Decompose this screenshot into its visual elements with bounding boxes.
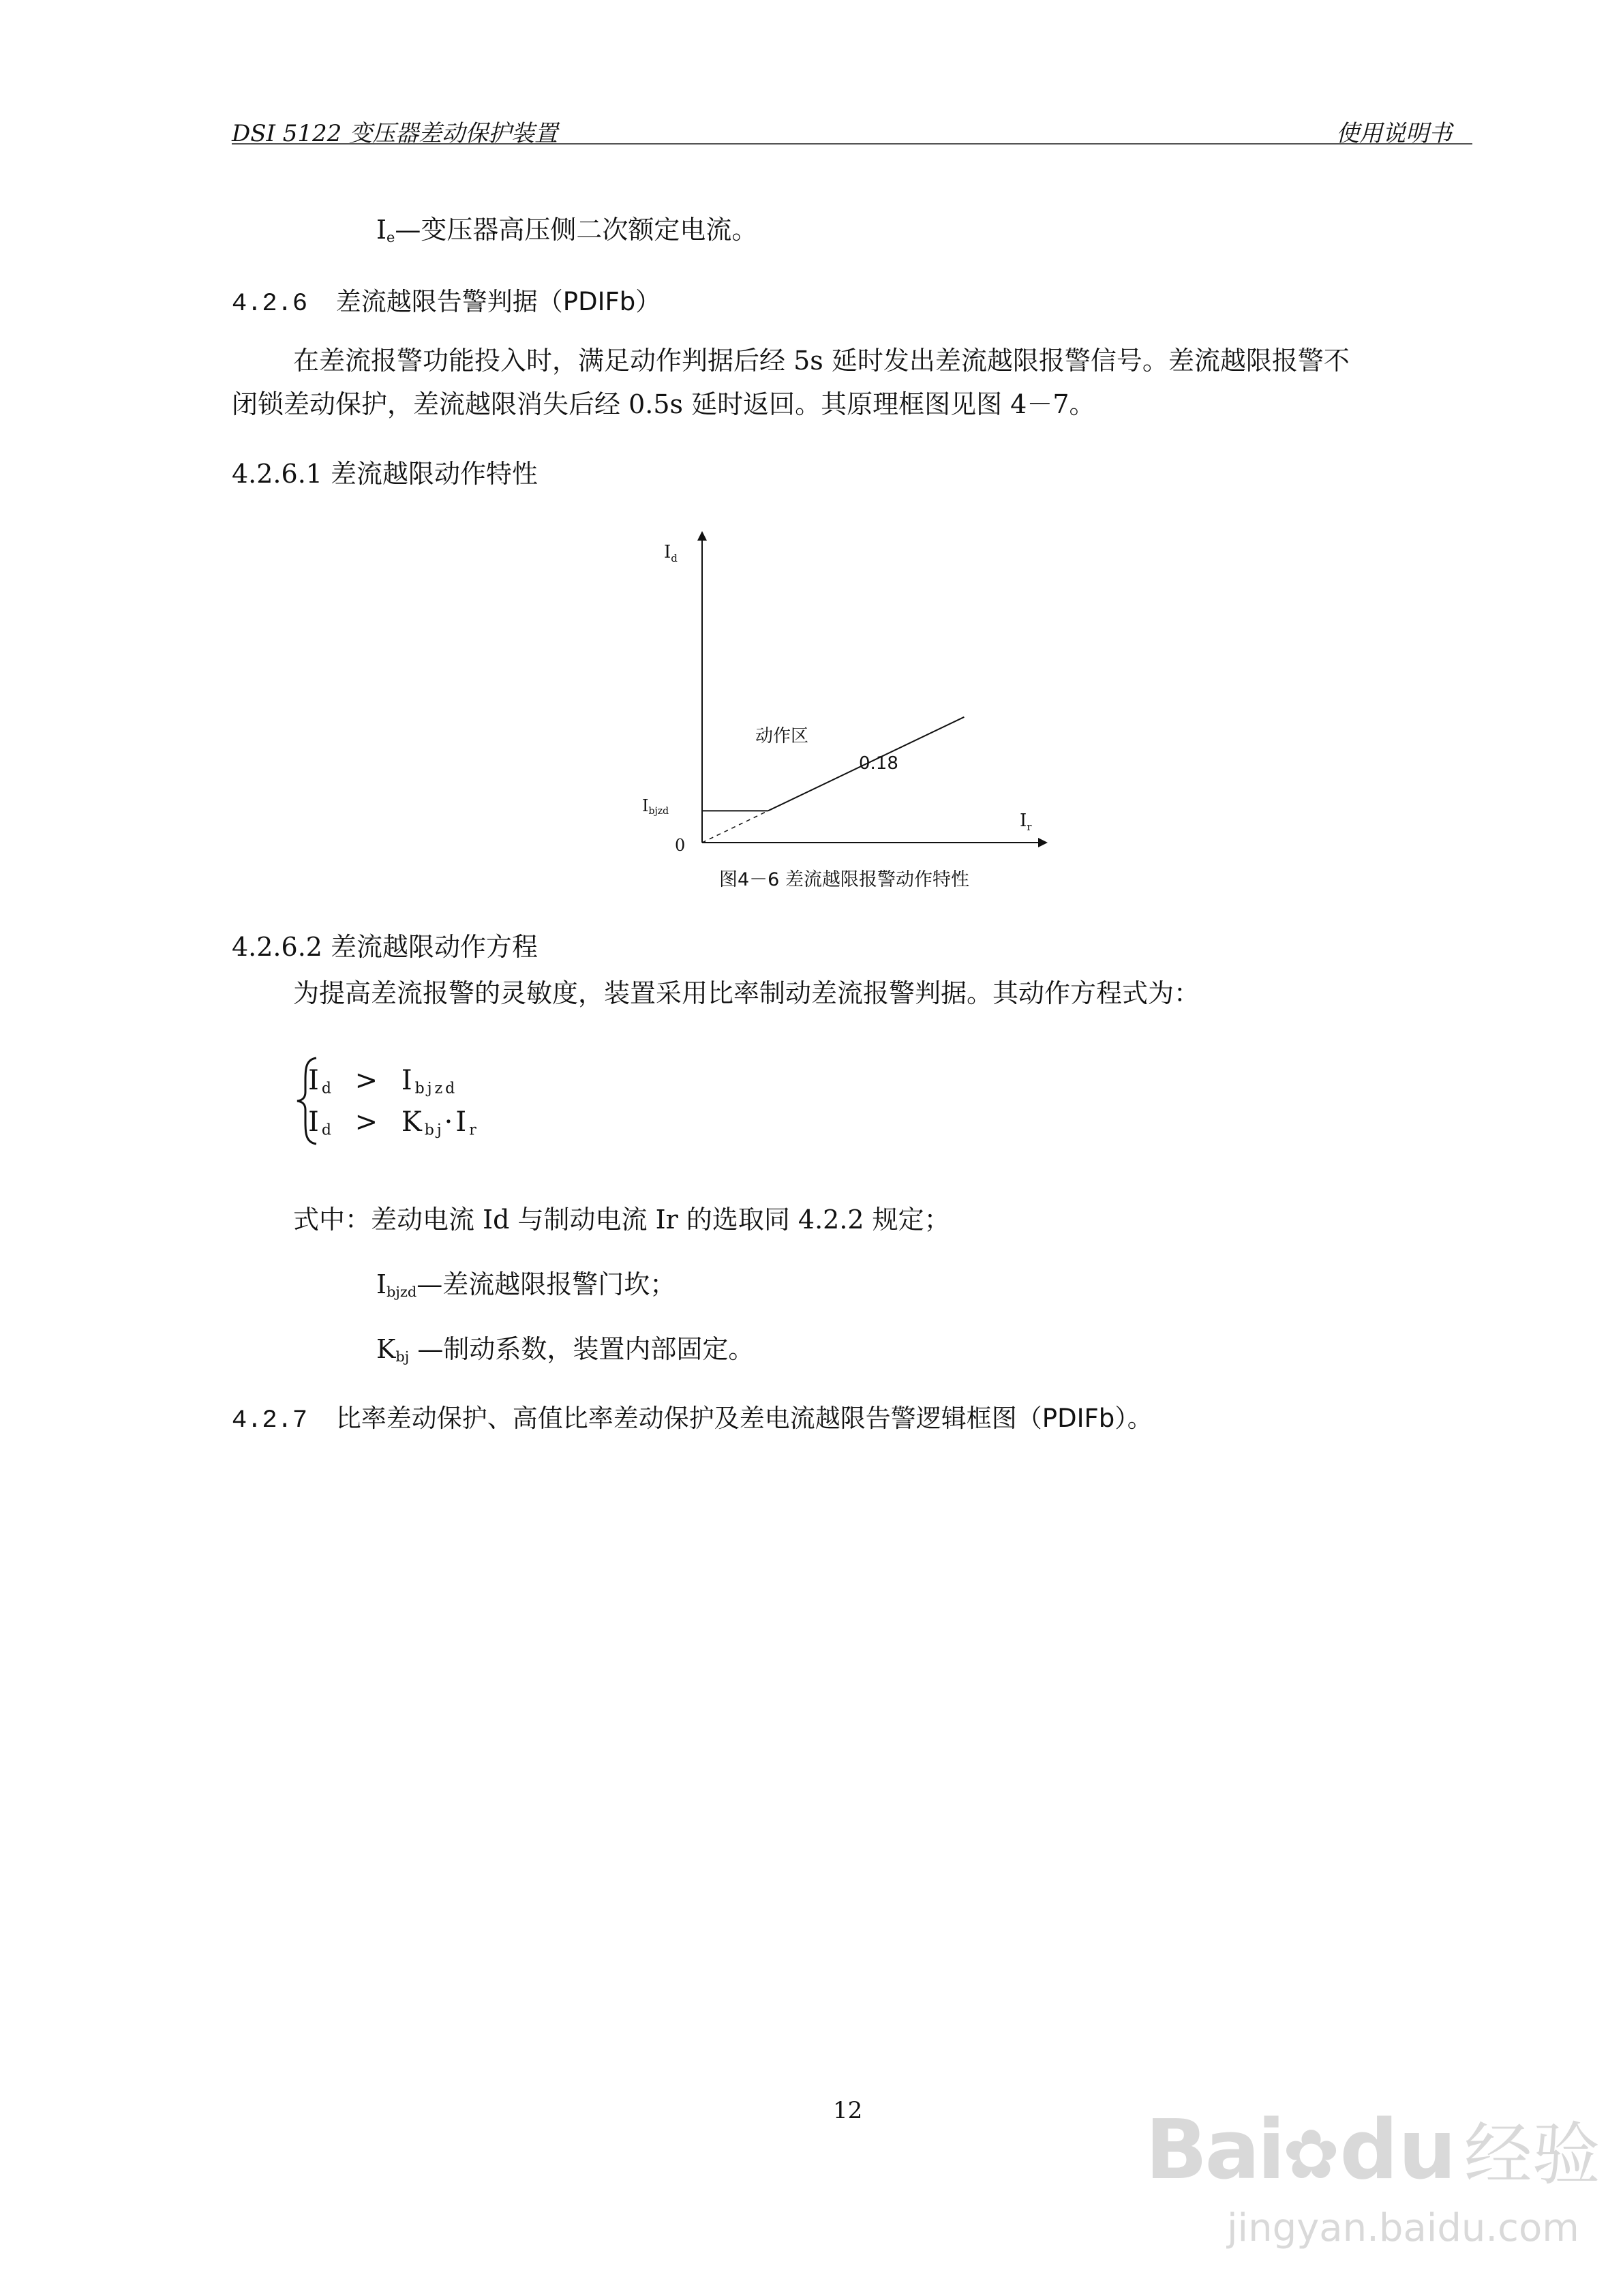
eq2-ir-sub: r [469, 1121, 479, 1139]
eq2-k-sub: bj [424, 1121, 444, 1139]
action-region-label: 动作区 [755, 726, 809, 746]
eq2-id-sub: d [321, 1121, 334, 1139]
eq1-rhs-sub: bjzd [414, 1080, 458, 1098]
equation-line-2 [308, 1108, 479, 1138]
series-extension [702, 811, 768, 843]
eq1-id: I [308, 1065, 322, 1096]
kbj-symbol: K [376, 1334, 396, 1364]
section-4-2-6-number: 4.2.6 [232, 290, 308, 318]
paragraph-1-line-2: 闭锁差动保护，差流越限消失后经 0.5s 延时返回。其原理框图见图 4－7。 [232, 389, 1095, 419]
watermark-jingyan: 经验 [1463, 2115, 1601, 2194]
section-4-2-7-title: 比率差动保护、高值比率差动保护及差电流越限告警逻辑框图（PDIFb）。 [335, 1404, 1153, 1433]
watermark-url: jingyan.baidu.com [1227, 2206, 1579, 2250]
eq1-id-sub: d [321, 1080, 334, 1098]
eq2-ir: I [455, 1106, 470, 1138]
paragraph-2: 为提高差流报警的灵敏度，装置采用比率制动差流报警判据。其动作方程式为： [293, 978, 1200, 1008]
threshold-label: Ibjzd [642, 796, 669, 817]
section-4-2-7-number: 4.2.7 [232, 1406, 308, 1435]
header-title: DSI 5122 变压器差动保护装置 [232, 120, 558, 147]
header-divider [232, 143, 1472, 145]
section-4-2-6-title: 差流越限告警判据（PDIFb） [335, 287, 661, 316]
slope-label: 0.18 [859, 753, 898, 774]
baidu-watermark [1145, 2100, 1601, 2198]
kbj-definition [376, 1336, 754, 1364]
equation-line-1 [308, 1067, 457, 1097]
kbj-text: —制动系数，装置内部固定。 [409, 1334, 755, 1364]
eq2-dot: · [444, 1106, 456, 1138]
eq2-k: K [401, 1106, 425, 1138]
ibjzd-definition [376, 1271, 676, 1299]
origin-label: 0 [675, 836, 686, 855]
paw-icon: ✿ [1282, 2115, 1340, 2194]
section-4-2-6-heading [232, 281, 661, 318]
watermark-brand: Bai [1145, 2103, 1283, 2198]
section-4-2-7-heading [232, 1398, 1153, 1435]
ie-definition [376, 217, 757, 245]
header-right: 使用说明书 [1336, 120, 1452, 147]
eq2-id: I [308, 1106, 322, 1138]
ie-text: —变压器高压侧二次额定电流。 [395, 215, 758, 245]
x-axis-label: $I_r$ [1020, 811, 1032, 833]
characteristic-chart [641, 525, 1077, 907]
paragraph-1-line-1: 在差流报警功能投入时，满足动作判据后经 5s 延时发出差流越限报警信号。差流越限报警不 [293, 346, 1350, 376]
figure-caption: 图4－6 差流越限报警动作特性 [719, 869, 969, 890]
section-4-2-6-1-heading: 4.2.6.1 差流越限动作特性 [232, 459, 539, 489]
watermark-brand-2: du [1339, 2103, 1457, 2198]
ie-subscript: e [386, 229, 395, 246]
ibjzd-subscript: bjzd [386, 1284, 417, 1301]
y-axis-label: $I_d$ [664, 542, 678, 564]
section-4-2-6-2-heading: 4.2.6.2 差流越限动作方程 [232, 932, 539, 962]
eq1-rhs: I [401, 1065, 415, 1096]
page-number: 12 [833, 2097, 863, 2124]
kbj-subscript: bj [395, 1348, 410, 1365]
where-clause: 式中：差动电流 Id 与制动电流 Ir 的选取同 4.2.2 规定； [293, 1205, 950, 1235]
ibjzd-text: —差流越限报警门坎； [416, 1269, 676, 1299]
eq2-op: > [354, 1106, 381, 1138]
eq1-op: > [354, 1065, 381, 1096]
ie-symbol: I [376, 215, 387, 245]
ibjzd-symbol: I [376, 1269, 387, 1299]
